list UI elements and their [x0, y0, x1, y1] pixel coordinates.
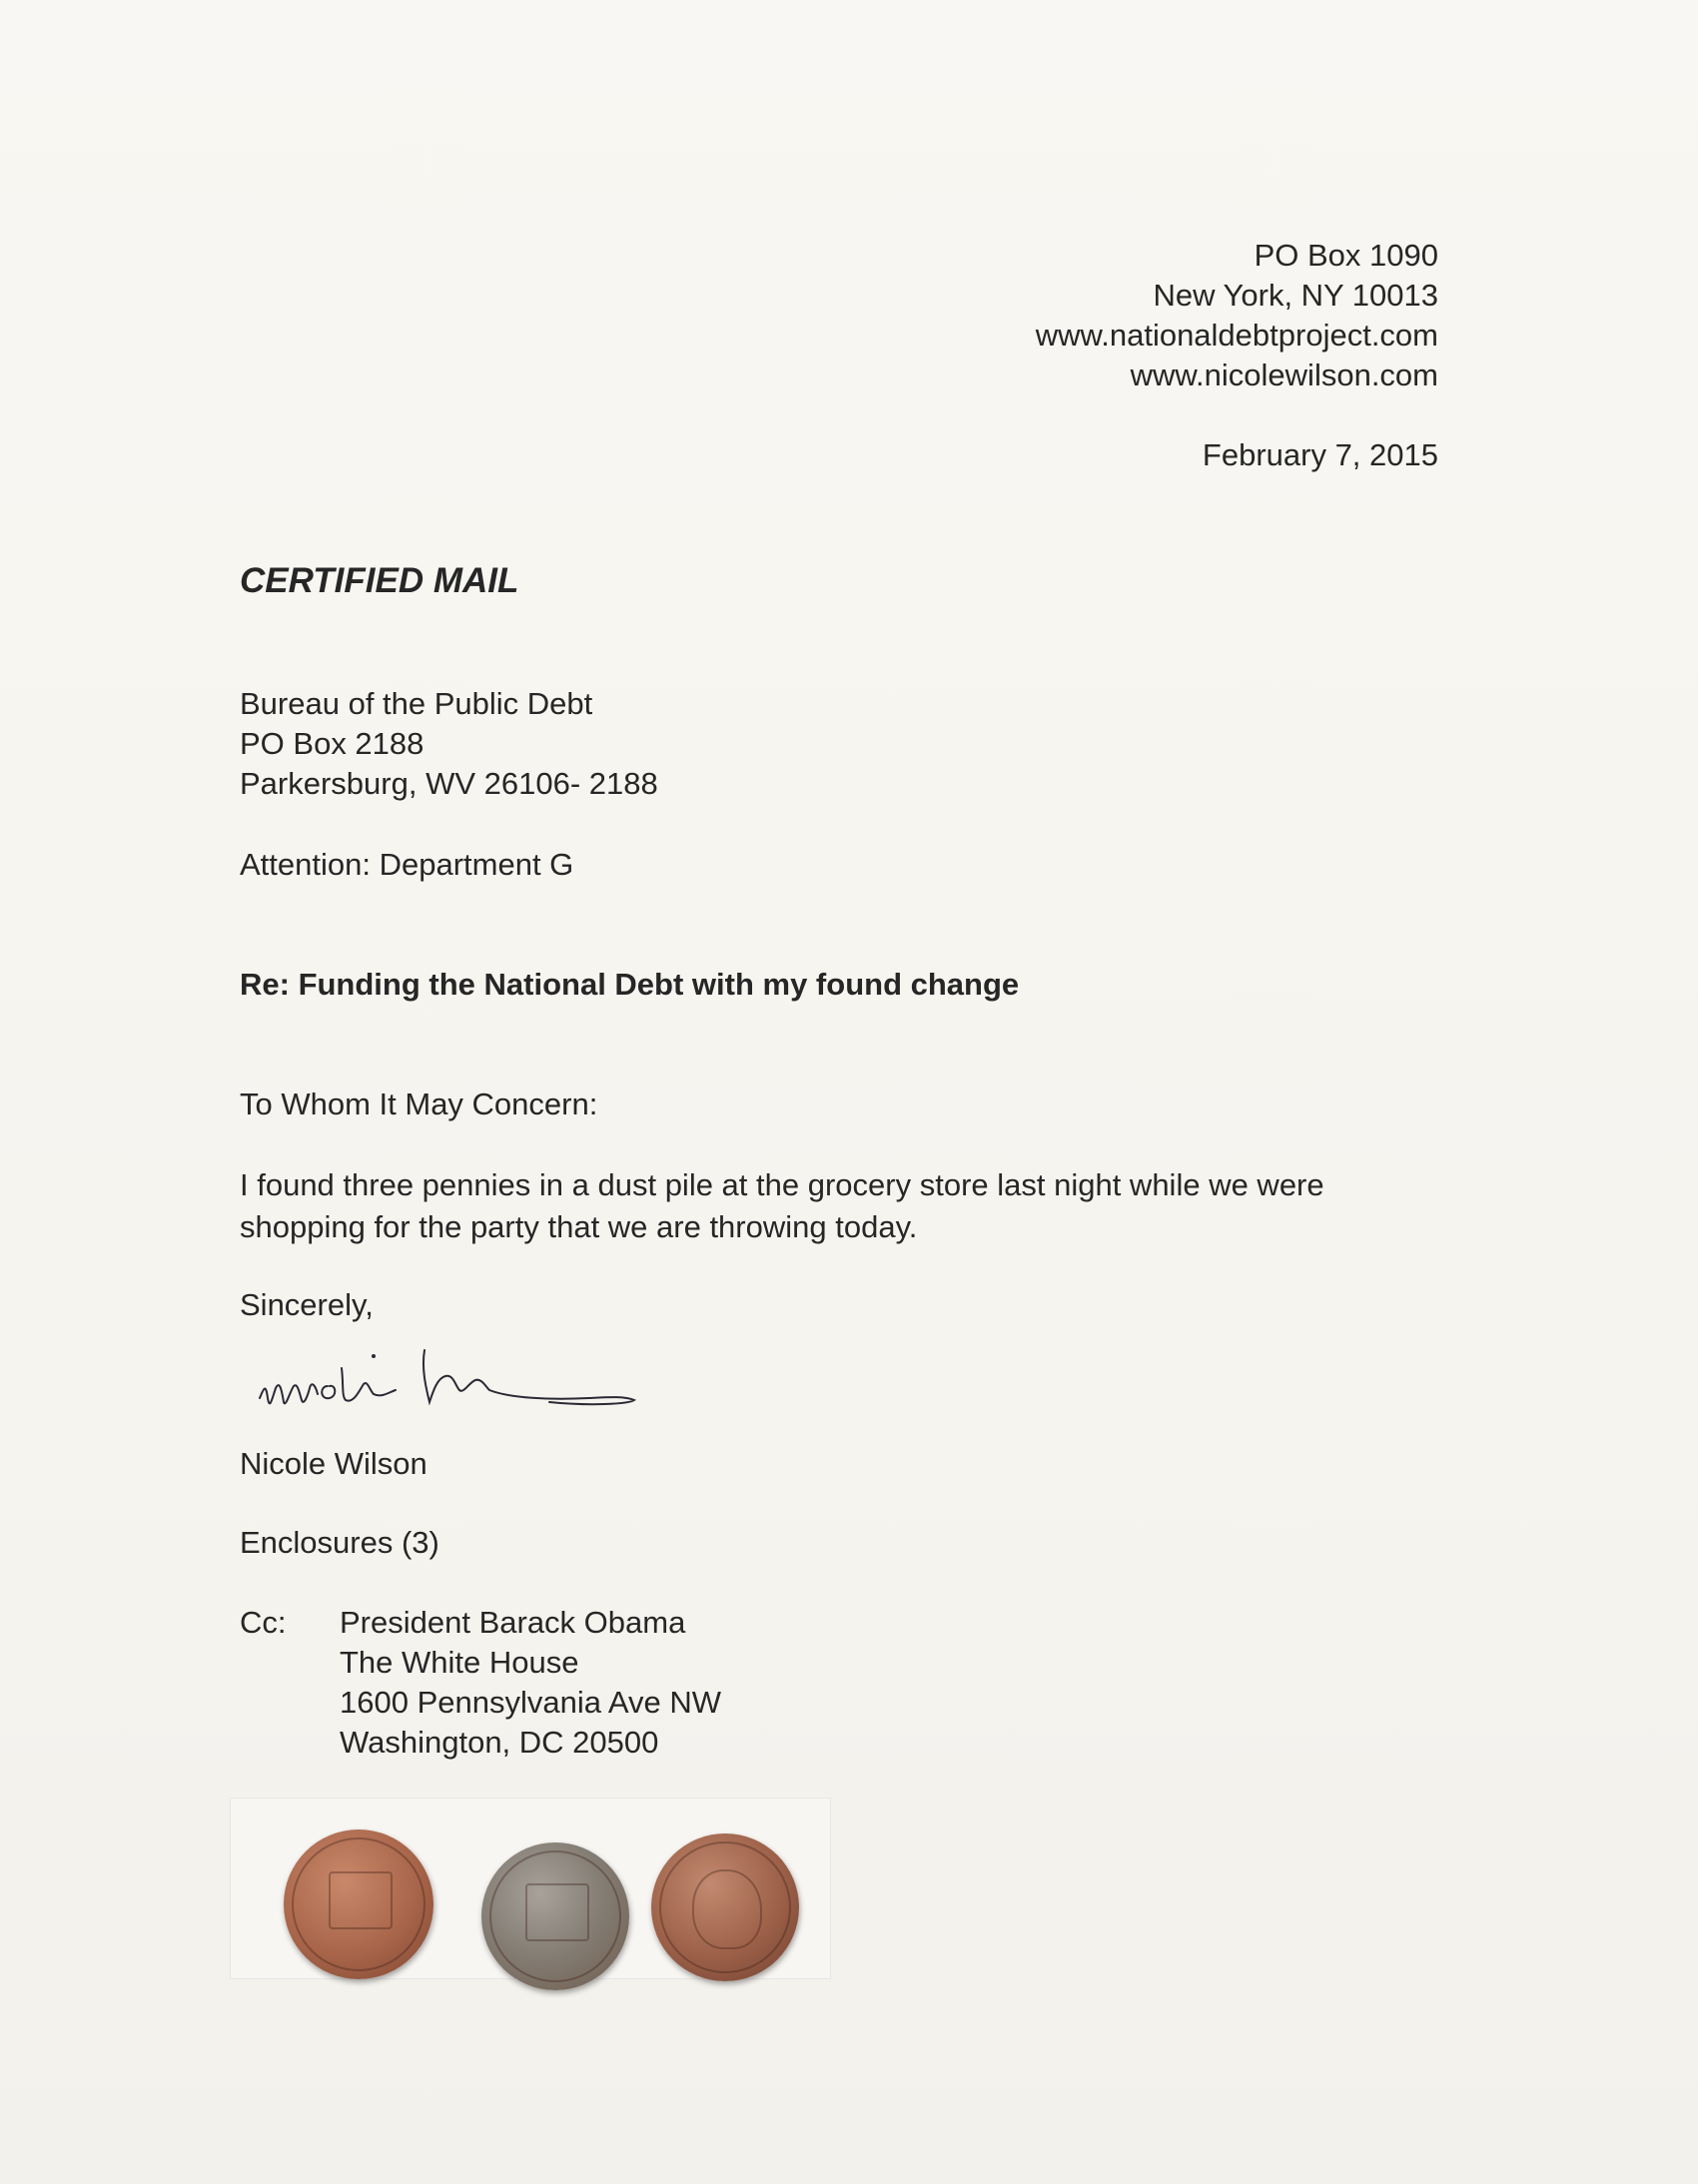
salutation: To Whom It May Concern:	[240, 1087, 598, 1121]
recipient-po-box: PO Box 2188	[240, 726, 424, 761]
penny-image	[284, 1829, 433, 1979]
sender-website-2: www.nicolewilson.com	[1130, 358, 1438, 392]
letter-date: February 7, 2015	[1202, 437, 1438, 472]
signer-name: Nicole Wilson	[240, 1446, 427, 1481]
cc-street: 1600 Pennsylvania Ave NW	[340, 1685, 721, 1720]
penny-image	[481, 1842, 629, 1990]
sender-address-block	[1036, 236, 1438, 395]
sender-website-1: www.nationaldebtproject.com	[1035, 318, 1438, 353]
recipient-name: Bureau of the Public Debt	[240, 686, 593, 721]
lincoln-memorial-detail	[525, 1883, 588, 1940]
certified-mail-heading: CERTIFIED MAIL	[240, 561, 519, 600]
cc-address-block	[340, 1603, 721, 1763]
lincoln-portrait-detail	[692, 1869, 761, 1950]
cc-name: President Barack Obama	[340, 1605, 686, 1640]
attention-line: Attention: Department G	[240, 847, 574, 882]
cc-city-state: Washington, DC 20500	[340, 1725, 659, 1760]
closing: Sincerely,	[240, 1287, 374, 1322]
sender-po-box: PO Box 1090	[1254, 238, 1438, 273]
cc-label: Cc:	[240, 1605, 287, 1640]
cc-organization: The White House	[340, 1645, 579, 1680]
lincoln-memorial-detail	[329, 1871, 393, 1929]
recipient-city-state: Parkersburg, WV 26106- 2188	[240, 766, 658, 801]
recipient-address-block	[240, 684, 658, 804]
handwritten-signature	[250, 1328, 669, 1438]
sender-city-state: New York, NY 10013	[1153, 278, 1438, 313]
enclosures-line: Enclosures (3)	[240, 1525, 439, 1560]
penny-image	[651, 1833, 799, 1981]
letter-body: I found three pennies in a dust pile at the grocery store last night while we were shopping for the party that we are throwing today.	[240, 1167, 1324, 1244]
subject-line: Re: Funding the National Debt with my found change	[240, 967, 1020, 1002]
